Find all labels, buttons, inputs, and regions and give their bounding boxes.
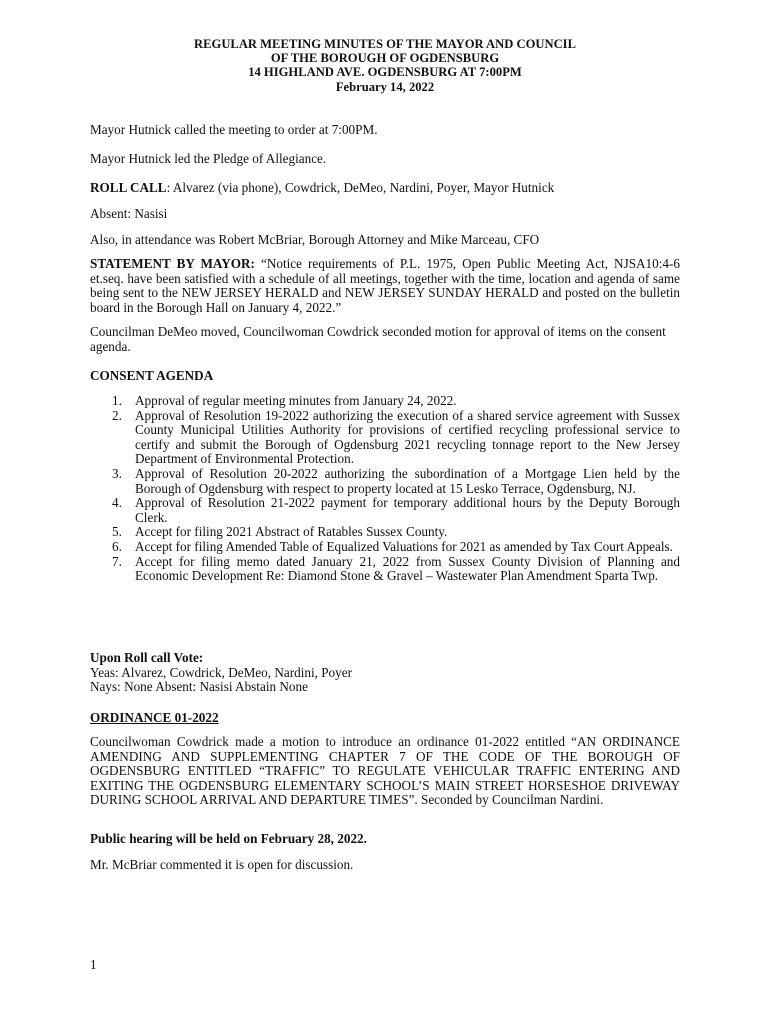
heading-date: February 14, 2022 [335, 79, 435, 94]
list-item-text: Approval of regular meeting minutes from January 24, 2022. [135, 393, 457, 408]
mayor-statement-label: STATEMENT BY MAYOR: [90, 256, 255, 271]
vote-yeas: Yeas: Alvarez, Cowdrick, DeMeo, Nardini, Poyer [90, 664, 352, 680]
roll-call-label: ROLL CALL [90, 180, 167, 195]
document-heading [90, 37, 680, 94]
list-item-text: Approval of Resolution 19-2022 authorizing the execution of a shared service agreement with Sussex County Municipal Utilities Authority for provisions of certified recycling professional service to certify and submit the Borough of Ogdensburg 2021 recycling tonnage report to the New Jersey Department of Environmental Protection. [135, 407, 680, 467]
list-item-text: Accept for filing Amended Table of Equalized Valuations for 2021 as amended by Tax Court Appeals. [135, 538, 673, 554]
consent-agenda-list [90, 394, 680, 584]
list-item-number: 4. [112, 495, 122, 511]
list-item [90, 409, 680, 467]
list-item [90, 540, 680, 555]
attendance: Also, in attendance was Robert McBriar, Borough Attorney and Mike Marceau, CFO [90, 232, 540, 247]
public-hearing-notice: Public hearing will be held on February 28, 2022. [90, 831, 367, 846]
list-item [90, 496, 680, 525]
heading-line-3: 14 HIGHLAND AVE. OGDENSBURG AT 7:00PM [248, 65, 522, 80]
ordinance-text: Councilwoman Cowdrick made a motion to introduce an ordinance 01-2022 entitled “AN ORDINANCE AMENDING AND SUPPLEMENTING CHAPTER 7 OF THE CODE OF THE BOROUGH OF OGDENSBURG ENTITLED “TRAFFIC” TO REGULATE VEHICULAR TRAFFIC ENTERING AND EXITING THE OGDENSBURG ELEMENTARY SCHOOL’S MAIN STREET HORSESHOE DRIVEWAY DURING SCHOOL ARRIVAL AND DEPARTURE TIMES”. Seconded by Councilman Nardini. [90, 734, 680, 808]
consent-motion: Councilman DeMeo moved, Councilwoman Cowdrick seconded motion for approval of items on the consent agenda. [90, 324, 666, 354]
list-item-number: 1. [112, 393, 122, 408]
list-item-text: Accept for filing 2021 Abstract of Ratables Sussex County. [135, 524, 448, 540]
list-item [90, 525, 680, 540]
list-item [90, 555, 680, 584]
list-item-text: Accept for filing memo dated January 21, 2022 from Sussex County Division of Planning and Economic Development Re: Diamond Stone & Gravel – Wastewater Plan Amendment Sparta Twp. [135, 553, 680, 584]
vote-title: Upon Roll call Vote: [90, 650, 204, 665]
list-item-number: 2. [112, 407, 122, 423]
pledge: Mayor Hutnick led the Pledge of Allegiance. [90, 151, 327, 166]
consent-agenda-title: CONSENT AGENDA [90, 368, 214, 383]
mayor-statement-text: “Notice requirements of P.L. 1975, Open Public Meeting Act, NJSA10:4-6 et.seq. have been satisfied with a schedule of all meetings, together with the time, location and agenda of same being sent to the NEW JERSEY HERALD and NEW JERSEY SUNDAY HERALD and posted on the bulletin board in the Borough Hall on January 4, 2022.” [90, 256, 680, 315]
mayor-statement [90, 257, 680, 315]
list-item-number: 7. [112, 553, 122, 569]
heading-line-2: OF THE BOROUGH OF OGDENSBURG [270, 51, 500, 66]
roll-call-members: : Alvarez (via phone), Cowdrick, DeMeo, Nardini, Poyer, Mayor Hutnick [166, 180, 555, 195]
call-to-order: Mayor Hutnick called the meeting to order at 7:00PM. [90, 122, 378, 137]
absent: Absent: Nasisi [90, 206, 168, 221]
vote-nays: Nays: None Absent: Nasisi Abstain None [90, 679, 308, 695]
list-item-text: Approval of Resolution 21-2022 payment for temporary additional hours by the Deputy Borough Clerk. [135, 495, 680, 525]
list-item-number: 6. [112, 538, 122, 554]
page-number: 1 [90, 957, 97, 972]
list-item [90, 467, 680, 496]
roll-call [90, 181, 680, 196]
heading-line-1: REGULAR MEETING MINUTES OF THE MAYOR AND COUNCIL [194, 37, 576, 51]
list-item-number: 5. [112, 524, 122, 540]
list-item-text: Approval of Resolution 20-2022 authorizing the subordination of a Mortgage Lien held by the Borough of Ogdensburg with respect to property located at 15 Lesko Terrace, Ogdensburg, NJ. [135, 465, 680, 496]
ordinance-title: ORDINANCE 01-2022 [90, 710, 219, 725]
list-item [90, 394, 680, 409]
roll-call-vote [90, 651, 680, 695]
attorney-comment: Mr. McBriar commented it is open for discussion. [90, 857, 354, 872]
list-item-number: 3. [112, 465, 122, 481]
